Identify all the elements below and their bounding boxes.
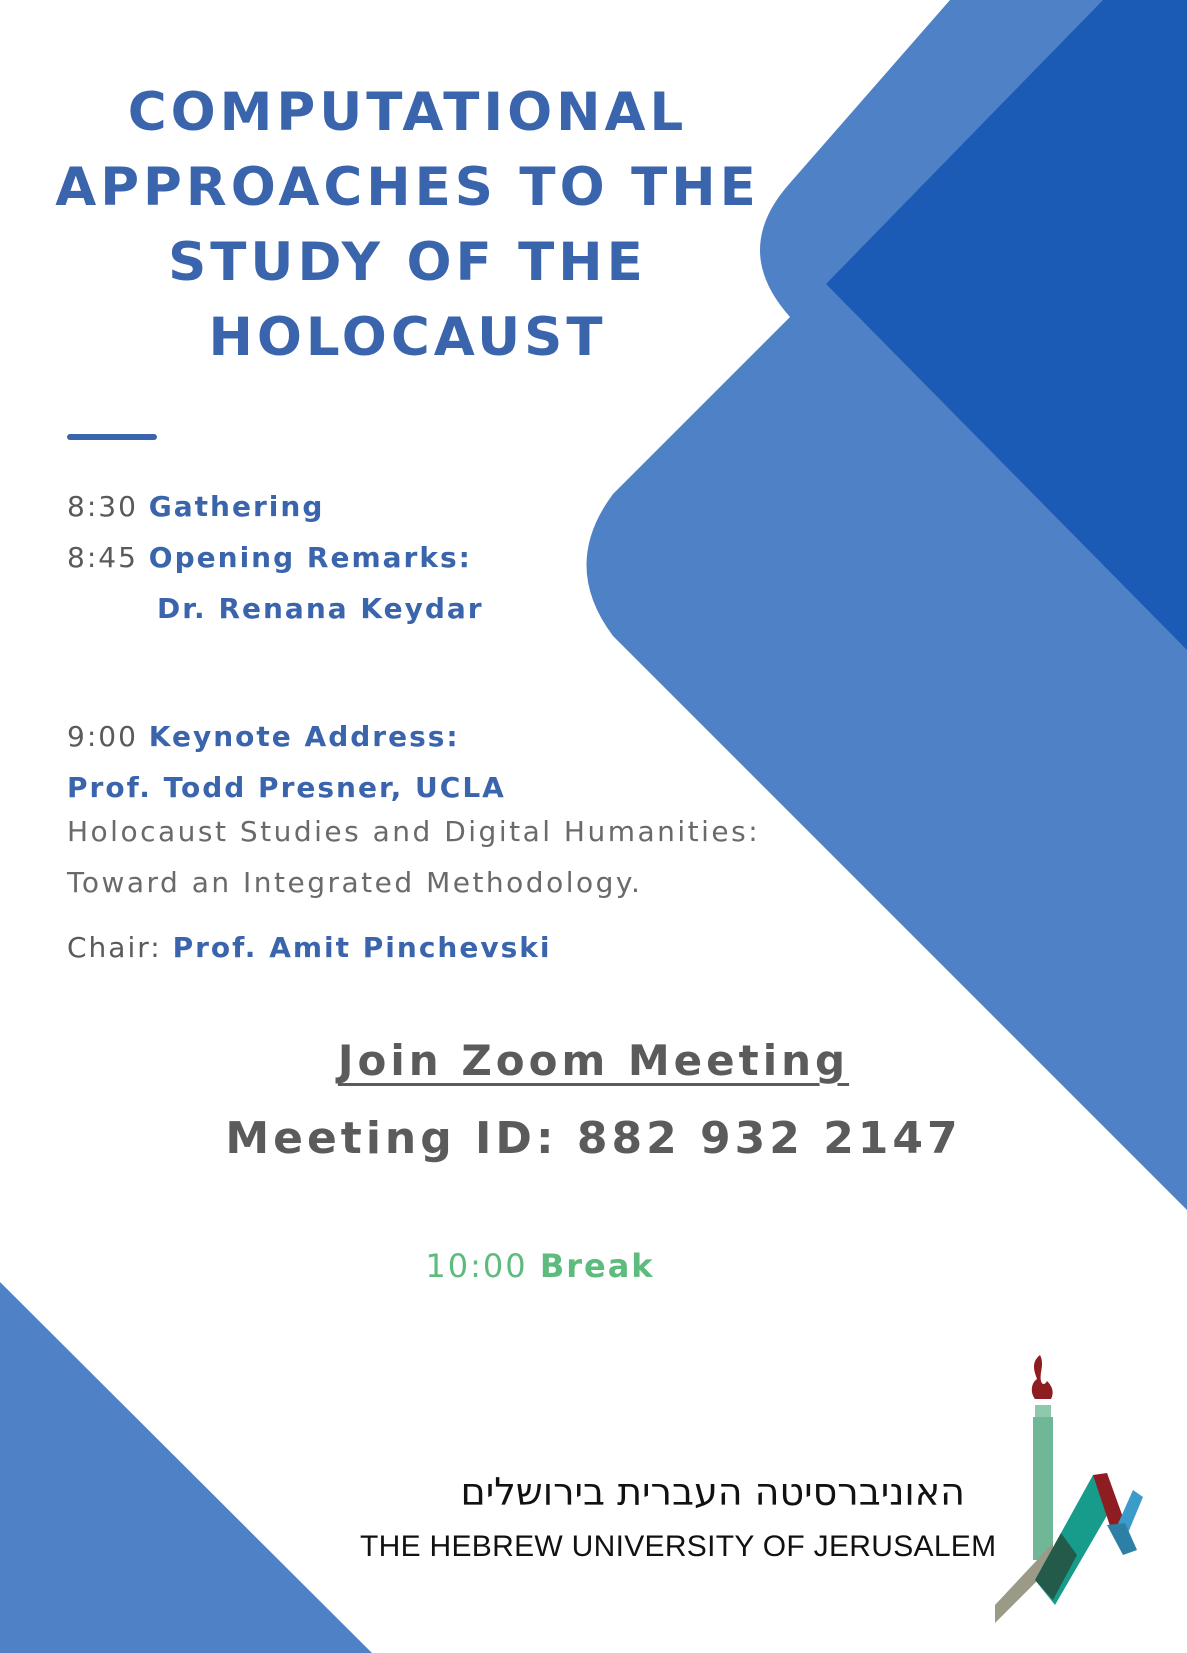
logo-flame: [1032, 1355, 1053, 1399]
title-line-1: COMPUTATIONAL: [127, 82, 688, 143]
event-title: [40, 75, 775, 375]
university-name-hebrew: האוניברסיטה העברית בירושלים: [460, 1470, 965, 1514]
schedule-time: 8:45: [67, 541, 138, 574]
schedule-item-keynote: [67, 720, 460, 753]
university-name-english: THE HEBREW UNIVERSITY OF JERUSALEM: [360, 1530, 997, 1563]
schedule-item-gathering: [67, 490, 324, 523]
schedule-time: 8:30: [67, 490, 138, 523]
title-divider: [67, 434, 157, 440]
opening-speaker: Dr. Renana Keydar: [157, 592, 484, 625]
schedule-time: 10:00: [425, 1247, 528, 1285]
schedule-label: Break: [539, 1247, 655, 1285]
bottom-left-triangle-shape: [0, 1282, 372, 1653]
schedule-time: 9:00: [67, 720, 138, 753]
schedule-label: Opening Remarks:: [148, 541, 472, 574]
keynote-talk-title-line-1: Holocaust Studies and Digital Humanities:: [67, 815, 761, 848]
title-line-3: STUDY OF THE: [168, 232, 647, 293]
chair-name: Prof. Amit Pinchevski: [172, 931, 552, 964]
schedule-item-opening-remarks: [67, 541, 472, 574]
meeting-id: Meeting ID: 882 932 2147: [225, 1113, 962, 1164]
logo-stroke-blue-lower: [1107, 1523, 1137, 1555]
chair-label: Chair:: [67, 931, 162, 964]
schedule-label: Gathering: [148, 490, 325, 523]
keynote-speaker: Prof. Todd Presner, UCLA: [67, 771, 506, 804]
title-line-2: APPROACHES TO THE: [55, 157, 760, 218]
schedule-item-break: [0, 1247, 1080, 1285]
logo-pillar: [1033, 1417, 1053, 1560]
hebrew-university-logo-icon: [995, 1355, 1145, 1635]
keynote-chair: [67, 931, 551, 964]
join-zoom-meeting-link[interactable]: Join Zoom Meeting: [337, 1036, 850, 1085]
logo-pillar-top: [1035, 1405, 1051, 1417]
title-line-4: HOLOCAUST: [208, 307, 607, 368]
schedule-label: Keynote Address:: [148, 720, 460, 753]
keynote-talk-title-line-2: Toward an Integrated Methodology.: [67, 866, 643, 899]
